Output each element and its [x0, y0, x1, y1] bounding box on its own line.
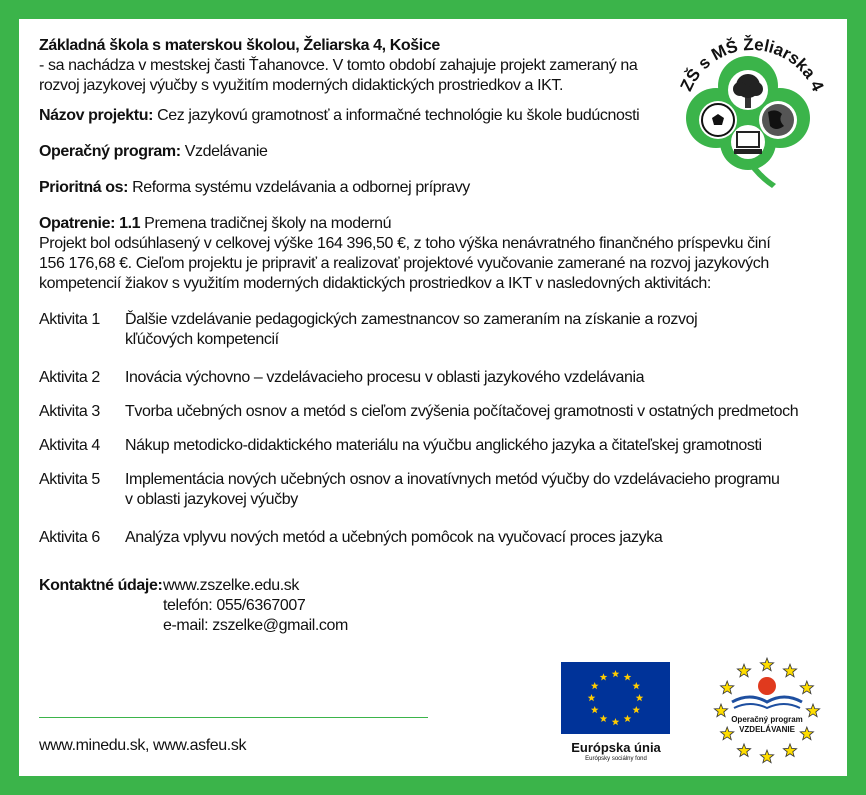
intro-line-2: rozvoj jazykovej výučby s využitím moderných didaktických prostriedkov a IKT.	[39, 77, 564, 94]
project-name-value: Cez jazykovú gramotnosť a informačné technológie ku škole budúcnosti	[153, 107, 640, 124]
op-star-icon	[783, 744, 796, 757]
measure-value: Premena tradičnej školy na modernú	[140, 215, 392, 232]
eu-label: Európska únia	[571, 740, 661, 755]
activity-label: Aktivita 6	[39, 529, 100, 546]
activity-label: Aktivita 2	[39, 369, 100, 386]
op-star-icon	[760, 658, 773, 671]
description-line-3: kompetencií žiakov s využitím moderných didaktických prostriedkov a IKT v nasledovných aktivitách:	[39, 275, 711, 292]
op-star-icon	[783, 664, 796, 677]
op-label-1: Operačný program	[731, 715, 803, 724]
contact-phone: telefón: 055/6367007	[163, 597, 306, 614]
description-line-1: Projekt bol odsúhlasený v celkovej výške 164 396,50 €, z toho výška nenávratného finančného príspevku činí	[39, 235, 771, 252]
intro-line-1: - sa nachádza v mestskej časti Ťahanovce. V tomto období zahajuje projekt zameraný na	[39, 57, 638, 74]
activity-text	[125, 310, 809, 350]
school-logo-icon	[668, 34, 828, 190]
op-star-icon	[760, 750, 773, 763]
op-vzdelavanie-logo-icon	[712, 656, 822, 766]
op-star-icon	[737, 664, 750, 677]
measure-label: Opatrenie:	[39, 215, 116, 232]
measure-number: 1.1	[115, 215, 141, 232]
activity-label: Aktivita 1	[39, 311, 100, 328]
op-star-icon	[800, 681, 813, 694]
measure-row	[39, 214, 809, 234]
op-star-icon	[800, 727, 813, 740]
activities-list	[39, 310, 809, 548]
activity-text-line-1: Implementácia nových učebných osnov a inovatívnych metód výučby do vzdelávacieho programu	[125, 471, 780, 488]
school-logo-text: ZŠ s MŠ Želiarska 4	[676, 34, 828, 95]
school-name: Základná škola s materskou školou, Želiarska 4, Košice	[39, 37, 440, 54]
activity-label: Aktivita 5	[39, 471, 100, 488]
contact-label: Kontaktné údaje:	[39, 577, 163, 594]
description-line-2: 156 176,68 €. Cieľom projektu je pripraviť a realizovať projektové vyučovanie zamerané na rozvoj jazykových	[39, 255, 769, 272]
measure-block	[39, 214, 809, 294]
activity-row	[39, 436, 809, 456]
contact-web-row	[39, 576, 809, 596]
eu-flag-icon	[561, 662, 670, 734]
activity-text: Inovácia výchovno – vzdelávacieho procesu v oblasti jazykového vzdelávania	[125, 369, 645, 386]
activity-text: Tvorba učebných osnov a metód s cieľom zvýšenia počítačovej gramotnosti v ostatných predmetoch	[125, 403, 799, 420]
op-star-icon	[721, 727, 734, 740]
activity-text-line-2: kľúčových kompetencií	[125, 331, 279, 348]
activity-label: Aktivita 4	[39, 437, 100, 454]
activity-row	[39, 528, 809, 548]
op-star-icon	[714, 704, 727, 717]
project-name-label: Názov projektu:	[39, 107, 154, 124]
activity-text-line-2: v oblasti jazykovej výučby	[125, 491, 298, 508]
op-star-icon	[721, 681, 734, 694]
activity-row	[39, 470, 809, 510]
activity-text-line-1: Ďalšie vzdelávanie pedagogických zamestnancov so zameraním na získanie a rozvoj	[125, 311, 698, 328]
activity-text: Nákup metodicko-didaktického materiálu na výučbu anglického jazyka a čitateľskej gramotnosti	[125, 437, 762, 454]
eu-sublabel: Európsky sociálny fond	[585, 756, 647, 762]
activity-text: Analýza vplyvu nových metód a učebných pomôcok na vyučovací proces jazyka	[125, 529, 663, 546]
eu-logo	[561, 662, 671, 762]
contact-block	[39, 576, 809, 636]
op-star-icon	[806, 704, 819, 717]
activity-row	[39, 402, 809, 422]
program-label: Operačný program:	[39, 143, 181, 160]
footer-divider	[39, 717, 428, 718]
program-value: Vzdelávanie	[180, 143, 268, 160]
axis-label: Prioritná os:	[39, 179, 129, 196]
op-star-icon	[737, 744, 750, 757]
footer-links[interactable]: www.minedu.sk, www.asfeu.sk	[39, 737, 247, 754]
axis-value: Reforma systému vzdelávania a odbornej prípravy	[128, 179, 470, 196]
activity-row	[39, 368, 809, 388]
activity-label: Aktivita 3	[39, 403, 100, 420]
activity-row	[39, 310, 809, 350]
contact-email[interactable]: e-mail: zszelke@gmail.com	[163, 617, 348, 634]
contact-web-link[interactable]: www.zszelke.edu.sk	[163, 577, 299, 594]
op-label-2: VZDELÁVANIE	[739, 725, 795, 734]
activity-text	[125, 470, 809, 510]
